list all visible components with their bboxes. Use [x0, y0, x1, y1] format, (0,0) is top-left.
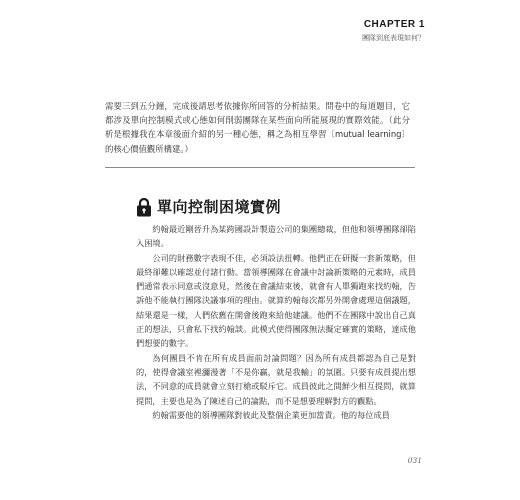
section-heading — [136, 196, 281, 217]
section-divider — [105, 167, 415, 168]
chapter-label: CHAPTER 1 — [363, 19, 425, 30]
body-text — [136, 222, 416, 422]
paragraph: 約翰最近剛晉升為某跨國設計製造公司的集團總裁，但他和領導團隊卻陷入困境。 — [136, 224, 416, 249]
page-number: 031 — [407, 456, 422, 465]
section-title: 單向控制困境實例 — [157, 198, 282, 216]
intro-paragraph: 需要三到五分鐘，完成後請思考依據你所回答的分析結果。問卷中的每道題目，它都涉及單向控制模式或心態如何削弱團隊在某些面向所能展現的實際效能。（此分析是根據我在本章後面介紹的另一種心態，稱之為相互學習〔mutual learning〕的核心價值觀所構建。） — [105, 101, 410, 154]
paragraph: 為何團員不肯在所有成員面前討論問題？因為所有成員都認為自己是對的，使得會議室裡瀰漫著「不是你贏，就是我輸」的氛圍。只要有成員提出想法，不同意的成員就會立刻打槍或駁斥它。成員彼此之間鮮少相互提問，就算提問，主要也是為了陳述自己的論點，而不是想要理解對方的觀點。 — [136, 352, 416, 406]
paragraph: 公司的財務數字表現不佳，必須設法扭轉。他們正在研擬一套新策略，但最終卻難以確認並付諸行動。當領導團隊在會議中討論新策略的元素時，成員們通常表示同意或沒意見，然後在會議結束後，就會有人單獨跑來找約翰，告訴他不能執行團隊決議事項的理由。就算約翰每次都另外開會處理這個議題，結果還是一樣，人們依舊在開會後跑來給他建議。他們不在團隊中說出自己真正的想法，只會私下找約翰談。此模式使得團隊無法擬定確實的策略，達成他們想要的數字。 — [136, 252, 416, 349]
paragraph: 約翰需要他的領導團隊對彼此及整個企業更加當責。他的每位成員 — [152, 409, 390, 420]
chapter-subtitle: 團隊到底表現如何？ — [362, 34, 425, 42]
lock-icon — [136, 197, 152, 217]
